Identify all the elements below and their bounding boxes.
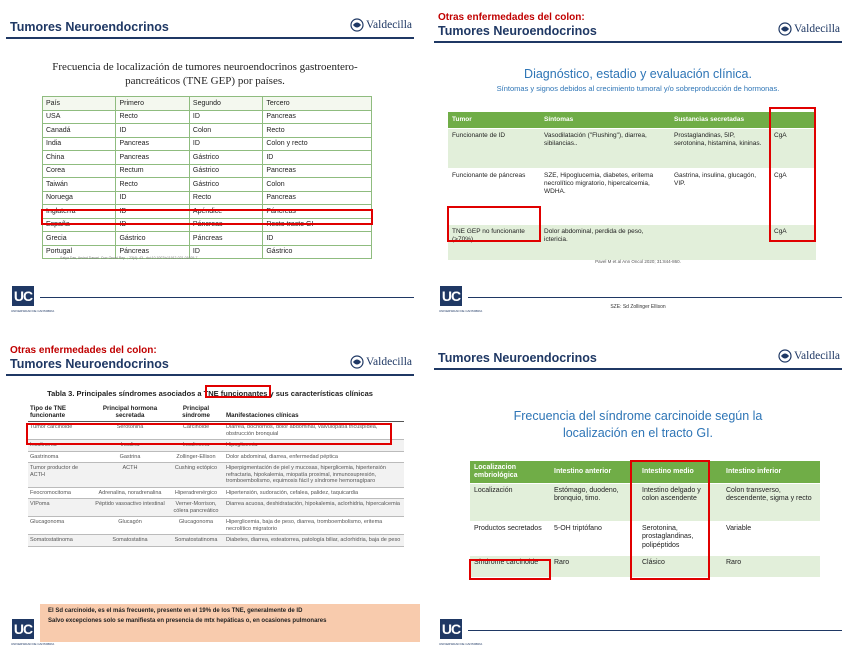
table-cell: Pancreas (116, 137, 189, 151)
table-row (43, 232, 372, 246)
uc-logo: UC (13, 288, 33, 304)
valdecilla-icon (350, 355, 364, 369)
table-cell: Somatostatinoma (168, 535, 224, 547)
uc-logo: UC (441, 621, 461, 637)
table-header-cell: Principal síndrome (168, 403, 224, 422)
table-title-prefix: Tabla 3. Principales síndromes asociados a (47, 389, 204, 398)
table-cell: Recto (189, 191, 262, 205)
uc-logo: UC (441, 288, 461, 304)
brand-name: Valdecilla (794, 23, 840, 35)
table-row (43, 151, 372, 165)
table-row (28, 451, 404, 463)
table-cell: ID (263, 151, 372, 165)
table-cell: País (43, 97, 116, 111)
valdecilla-icon (778, 22, 792, 36)
uc-logo-subtitle: UNIVERSIDAD DE CANTABRIA (11, 309, 55, 313)
slide-title: Tumores Neuroendocrinos (10, 20, 169, 34)
slide-4 (428, 333, 848, 655)
table-cell: Hiperglicemia, baja de peso, diarrea, tromboembolismo, eritema necrolítico migratorio (224, 517, 404, 535)
table-cell: Verner-Morrison, cólera pancreático (168, 499, 224, 517)
section-heading-line-2: localización en el tracto GI. (562, 426, 714, 440)
table-cell: Hiperpigmentación de piel y mucosas, hiperglicemia, hipertensión refractaria, hipokalemia, miopatía proximal, inmunosupresión, tromboembolismo, equimosis fácil y síndrome hemorragíparo (224, 463, 404, 488)
table-cell: Cushing ectópico (168, 463, 224, 488)
table-cell: Hipoglicemia (224, 440, 404, 452)
slide-title: Tumores Neuroendocrinos (10, 357, 169, 371)
valdecilla-icon (778, 349, 792, 363)
table-cell: Funcionante de páncreas (448, 168, 540, 224)
valdecilla-logo (778, 349, 840, 363)
section-heading (428, 408, 848, 442)
footer-rule (468, 630, 842, 631)
table-cell: Serotonina, prostaglandinas, polipéptidos (638, 521, 722, 555)
table-cell: Estómago, duodeno, bronquio, timo. (550, 483, 638, 521)
table-cell: Recto (116, 178, 189, 192)
table-header-cell: Tumor (448, 112, 540, 128)
table-row (470, 483, 820, 521)
table-cell: Somatostatina (92, 535, 168, 547)
table-header-cell: Localizacion embriológica (470, 461, 550, 483)
table-cell: Recto (263, 124, 372, 138)
table-row (28, 487, 404, 499)
header-rule (6, 37, 414, 39)
table-row (470, 555, 820, 577)
note-line-1: El Sd carcinoide, es el más frecuente, presente en el 19% de los TNE, generalmente de ID (48, 608, 303, 614)
slide-kicker: Otras enfermedades del colon: (438, 12, 585, 23)
section-subheading: Síntomas y signos debidos al crecimiento tumoral y/o sobreproducción de hormonas. (496, 84, 780, 93)
table-cell: SZE, Hipoglucemia, diabetes, eritema necrolítico migratorio, hipercalcemia, WDHA. (540, 168, 670, 224)
table-cell: Pancreas (263, 110, 372, 124)
slide-1 (0, 0, 420, 322)
table-row (43, 205, 372, 219)
table-cell: CgA (770, 168, 816, 224)
table-cell: Noruega (43, 191, 116, 205)
table-cell: ID (116, 218, 189, 232)
table-cell: Tercero (263, 97, 372, 111)
table-cell: ID (116, 205, 189, 219)
table-cell: Insulinoma (28, 440, 92, 452)
table-cell: Gastrina (92, 451, 168, 463)
table-cell: Zollinger-Ellison (168, 451, 224, 463)
table-row (43, 191, 372, 205)
table-cell: Vasodilatación ("Flushing"), diarrea, sibilancias.. (540, 128, 670, 168)
table-cell: Páncreas (263, 205, 372, 219)
table-row (448, 224, 816, 260)
table-cell: Síndrome carcinoide (470, 555, 550, 577)
table-row (43, 178, 372, 192)
table-cell: ID (116, 191, 189, 205)
table-cell: Diarrea, bochornos, dolor abdominal, valvulopatía tricuspídea, obstrucción bronquial (224, 422, 404, 440)
table-cell: Glucagonoma (168, 517, 224, 535)
carcinoid-location-table (470, 461, 820, 577)
table-row (448, 128, 816, 168)
table-row (28, 463, 404, 488)
table-cell: Gastrinoma (28, 451, 92, 463)
table-row (43, 137, 372, 151)
citation: Satya Das, Arvind Dasari. Curr Oncol Rep. ; 23(4): 43.. doi:10.1007/s11912-021-01029-7. (60, 256, 199, 260)
table-cell: VIPoma (28, 499, 92, 517)
table-header-cell: Intestino medio (638, 461, 722, 483)
table-cell: 5-OH triptófano (550, 521, 638, 555)
table-cell: Resto tracto GI (263, 218, 372, 232)
table-row (43, 110, 372, 124)
table-cell: Corea (43, 164, 116, 178)
table-cell: Gastrina, insulina, glucagón, VIP. (670, 168, 770, 224)
syndromes-table (28, 403, 404, 547)
header-rule (434, 41, 842, 43)
table-header-row (448, 112, 816, 128)
table-cell: Grecia (43, 232, 116, 246)
valdecilla-icon (350, 18, 364, 32)
table-row (28, 499, 404, 517)
table-header-cell: Intestino anterior (550, 461, 638, 483)
slide-3 (0, 333, 420, 655)
table-cell: TNE GEP no funcionante (>70%) (448, 224, 540, 260)
table-cell: Glucagonoma (28, 517, 92, 535)
table-cell: Funcionante de ID (448, 128, 540, 168)
table-cell: ACTH (92, 463, 168, 488)
header-rule (6, 374, 414, 376)
table-header-cell: Tipo de TNE funcionante (28, 403, 92, 422)
table-cell: Colon (263, 178, 372, 192)
table-cell: Canadá (43, 124, 116, 138)
table-cell: ID (189, 245, 262, 259)
note-box (40, 604, 420, 642)
table-title-highlight: TNE funcionantes (203, 389, 268, 398)
valdecilla-logo (350, 18, 412, 32)
table-header-cell: Síntomas (540, 112, 670, 128)
table-cell: Gástrico (189, 164, 262, 178)
footer-note: SZE: Sd Zollinger Ellison (610, 304, 666, 310)
table-cell: ID (189, 137, 262, 151)
table-row (43, 124, 372, 138)
table-cell: Insulinoma (168, 440, 224, 452)
table-row (28, 440, 404, 452)
diagnosis-table (448, 112, 816, 260)
table-cell: Gástrico (189, 151, 262, 165)
table-cell: Dolor abdominal, perdida de peso, ictericia. (540, 224, 670, 260)
table-cell: Colon transverso, descendente, sigma y recto (722, 483, 820, 521)
table-cell: Rectum (116, 164, 189, 178)
footer-rule (40, 297, 414, 298)
table-cell: Taiwán (43, 178, 116, 192)
table-cell: Segundo (189, 97, 262, 111)
country-frequency-table (42, 96, 372, 259)
table-header-row (43, 97, 372, 111)
footer-rule (468, 297, 842, 298)
table-header-row (28, 403, 404, 422)
table-cell: Insulina (92, 440, 168, 452)
table-cell (670, 224, 770, 260)
table-cell: Productos secretados (470, 521, 550, 555)
table-row (28, 422, 404, 440)
table-cell: Páncreas (189, 232, 262, 246)
table-cell: Diarrea acuosa, deshidratación, hipokalemia, aclorhidria, hipercalcemia (224, 499, 404, 517)
table-header-cell: Principal hormona secretada (92, 403, 168, 422)
table-row (43, 164, 372, 178)
table-cell: Clásico (638, 555, 722, 577)
table-cell: Apéndice (189, 205, 262, 219)
table-cell: Feocromocitoma (28, 487, 92, 499)
table-cell: ID (116, 124, 189, 138)
table-header-cell: Intestino inferior (722, 461, 820, 483)
table-cell: ID (189, 110, 262, 124)
table-cell: Dolor abdominal, diarrea, enfermedad péptica (224, 451, 404, 463)
citation: Pavel M et al Ann Oncol 2020; 31:844-860. (595, 259, 681, 264)
table-cell: Colon (189, 124, 262, 138)
table-row (470, 521, 820, 555)
table-cell: CgA (770, 224, 816, 260)
table-cell: Glucagón (92, 517, 168, 535)
table-cell: Prostaglandinas, 5IP, serotonina, histamina, kininas. (670, 128, 770, 168)
table-cell: Péptido vasoactivo intestinal (92, 499, 168, 517)
table-header-cell: Manifestaciones clínicas (224, 403, 404, 422)
brand-name: Valdecilla (366, 356, 412, 368)
slide-title: Tumores Neuroendocrinos (438, 24, 597, 38)
table-title-suffix: y sus características clínicas (267, 389, 373, 398)
slide-2 (428, 0, 848, 322)
valdecilla-logo (350, 355, 412, 369)
table-cell: Recto (116, 110, 189, 124)
table-cell: Hiperadrenérgico (168, 487, 224, 499)
section-heading-line-1: Frecuencia del síndrome carcinoide según la (513, 409, 763, 423)
table-cell: Inglaterra (43, 205, 116, 219)
table-cell: Pancreas (263, 164, 372, 178)
table-cell: Colon y recto (263, 137, 372, 151)
table-cell: China (43, 151, 116, 165)
table-row (28, 535, 404, 547)
slide-title: Tumores Neuroendocrinos (438, 351, 597, 365)
table-header-row (470, 461, 820, 483)
table-cell: Portugal (43, 245, 116, 259)
table-header-cell (770, 112, 816, 128)
table-cell: Primero (116, 97, 189, 111)
table-cell: Gástrico (189, 178, 262, 192)
table-cell: Carcinoide (168, 422, 224, 440)
table-cell: Hipertensión, sudoración, cefalea, palidez, taquicardia (224, 487, 404, 499)
uc-logo-subtitle: UNIVERSIDAD DE CANTABRIA (439, 309, 483, 313)
brand-name: Valdecilla (366, 19, 412, 31)
slide-kicker: Otras enfermedades del colon: (10, 345, 157, 356)
table-cell: Pancreas (263, 191, 372, 205)
table-cell: Serotonina (92, 422, 168, 440)
table-cell: Páncreas (116, 245, 189, 259)
table-cell: Raro (550, 555, 638, 577)
table-cell: Gástrico (116, 232, 189, 246)
table-cell: Adrenalina, noradrenalina (92, 487, 168, 499)
table-row (448, 168, 816, 224)
table-cell: Raro (722, 555, 820, 577)
uc-logo: UC (13, 621, 33, 637)
table-cell: Páncreas (189, 218, 262, 232)
table-cell: Diabetes, diarrea, esteatorrea, patología biliar, aclorhidria, baja de peso (224, 535, 404, 547)
table-cell: Gástrico (263, 245, 372, 259)
table-cell: Intestino delgado y colon ascendente (638, 483, 722, 521)
table-cell: India (43, 137, 116, 151)
table-cell: ID (263, 232, 372, 246)
uc-logo-subtitle: UNIVERSIDAD DE CANTABRIA (439, 642, 483, 646)
table-row (28, 517, 404, 535)
table-cell: Tumor productor de ACTH (28, 463, 92, 488)
header-rule (434, 368, 842, 370)
table-cell: CgA (770, 128, 816, 168)
brand-name: Valdecilla (794, 350, 840, 362)
section-heading: Diagnóstico, estadio y evaluación clínica. (524, 67, 752, 81)
table-cell: USA (43, 110, 116, 124)
table-cell: Variable (722, 521, 820, 555)
table-header-cell: Sustancias secretadas (670, 112, 770, 128)
table-heading: Frecuencia de localización de tumores neuroendocrinos gastroentero-pancreáticos (TNE GEP) por países. (52, 61, 358, 87)
table-cell: Somatostatinoma (28, 535, 92, 547)
table-cell: España (43, 218, 116, 232)
table-cell: Localización (470, 483, 550, 521)
table-row (43, 218, 372, 232)
table-title (0, 389, 420, 398)
table-cell: Pancreas (116, 151, 189, 165)
valdecilla-logo (778, 22, 840, 36)
note-line-2: Salvo excepciones solo se manifiesta en presencia de mtx hepáticas o, en ocasiones pulmonares (48, 618, 327, 624)
table-cell: Tumor carcinoide (28, 422, 92, 440)
uc-logo-subtitle: UNIVERSIDAD DE CANTABRIA (11, 642, 55, 646)
